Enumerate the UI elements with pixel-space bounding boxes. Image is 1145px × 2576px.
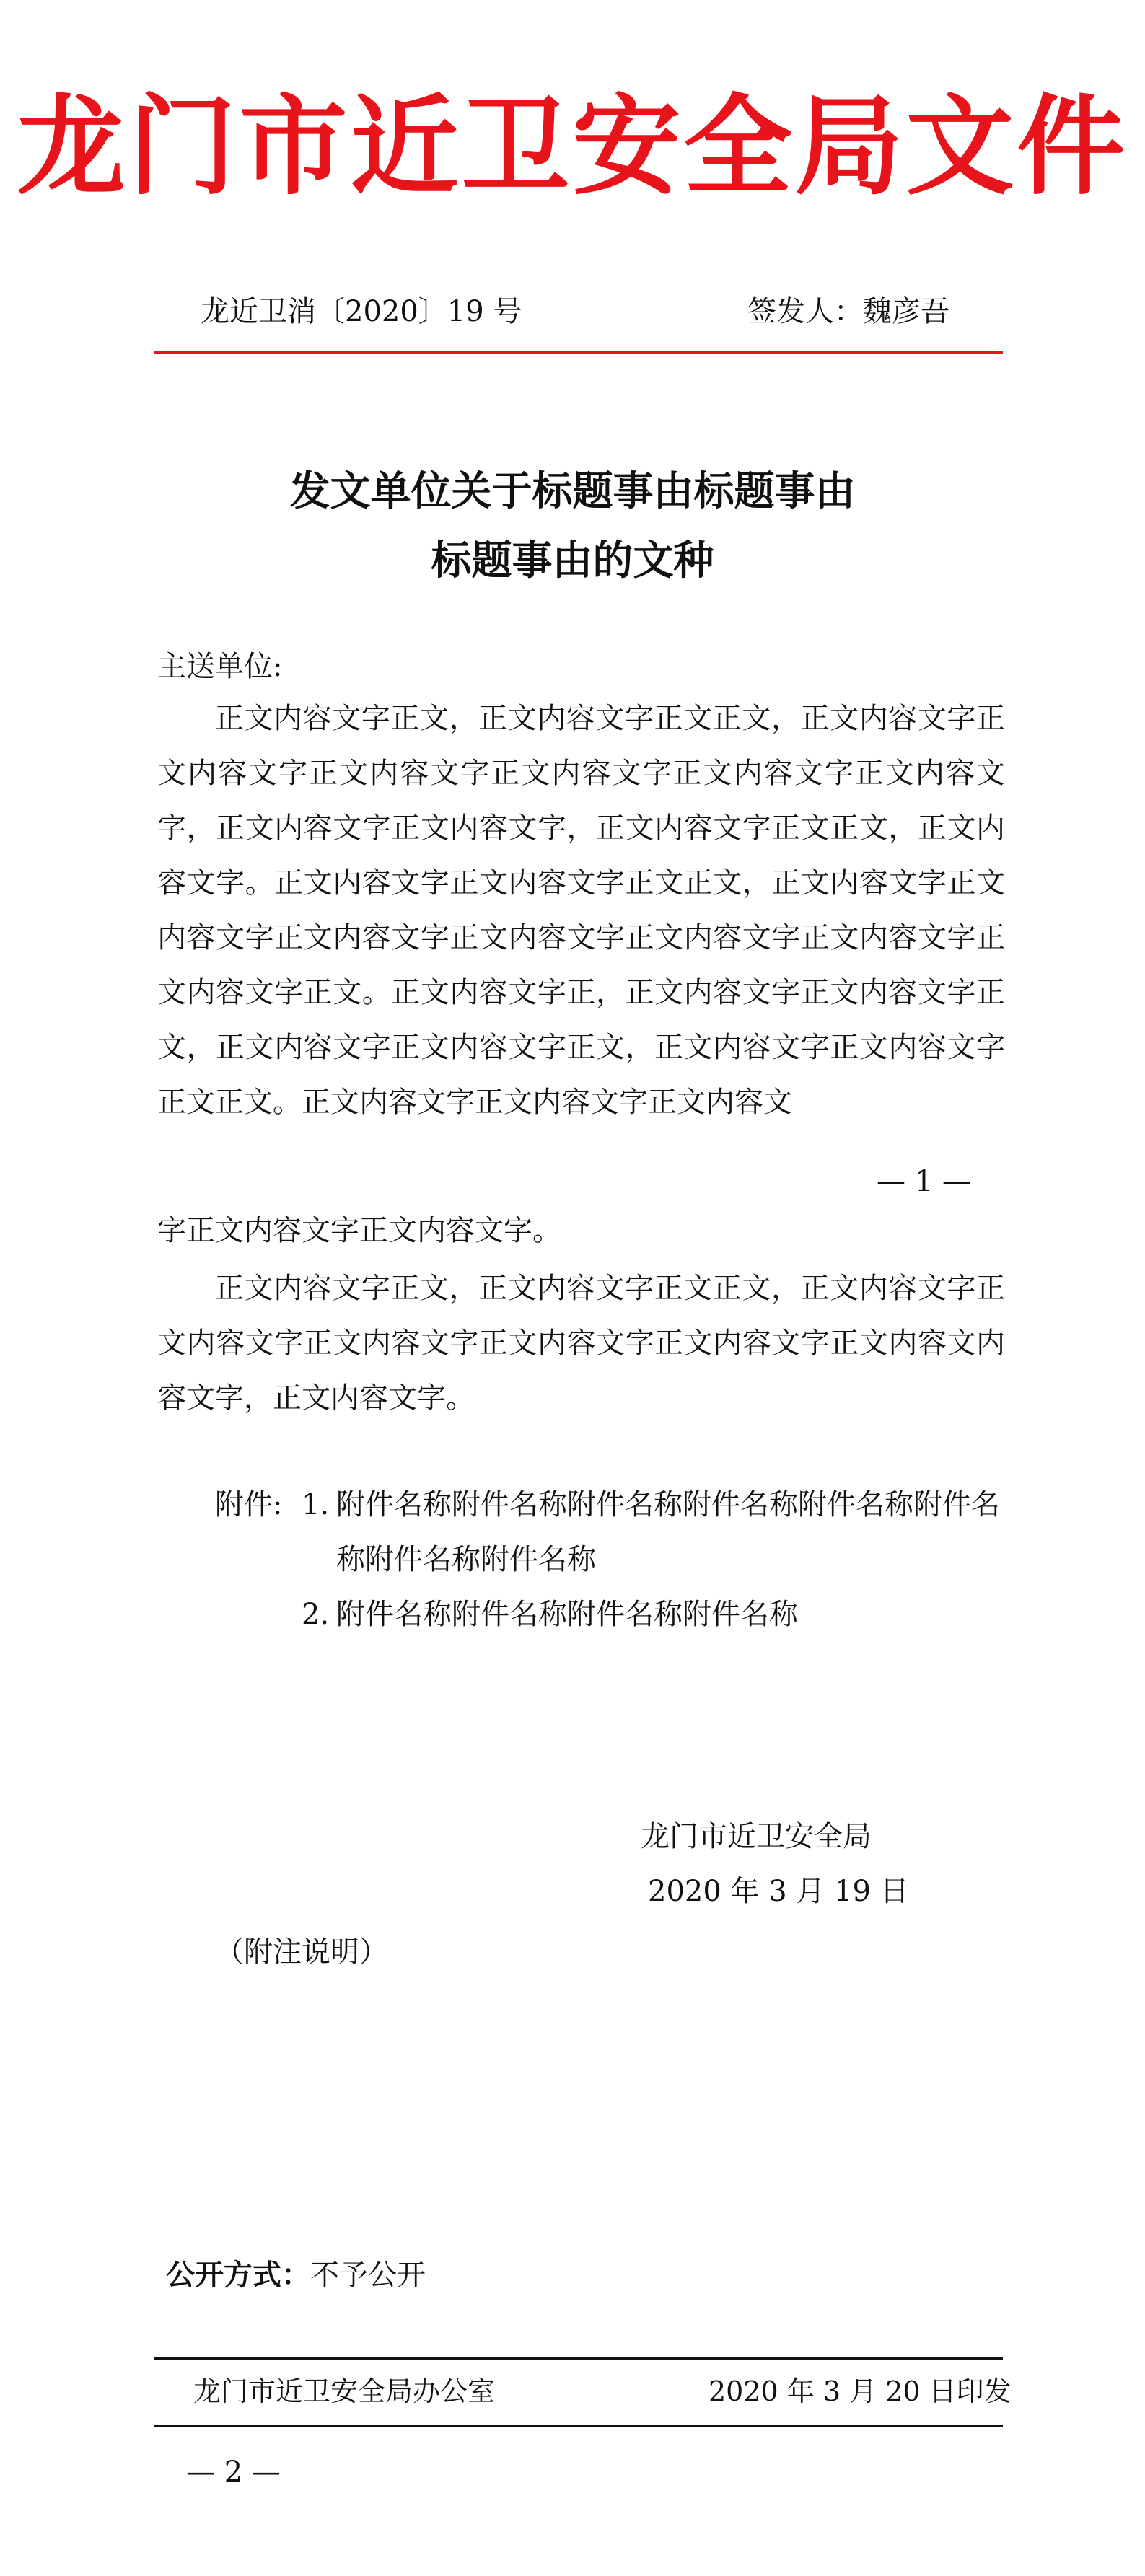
attachment-item [302, 1477, 1009, 1587]
footer-bottom-rule [154, 2425, 1003, 2427]
title-line-2: 标题事由的文种 [431, 537, 714, 584]
printing-date: 2020 年 3 月 20 日印发 [709, 2375, 1012, 2407]
attachment-name: 附件名称附件名称附件名称附件名称附件名称附件名称附件名称附件名称 [336, 1488, 1000, 1576]
attachment-number: 2. [302, 1598, 330, 1631]
issue-date: 2020 年 3 月 19 日 [648, 1875, 909, 1908]
body-paragraph-1: 正文内容文字正文，正文内容文字正文正文，正文内容文字正文内容文字正文内容文字正文内容文字正文内容文字正文内容文字，正文内容文字正文内容文字，正文内容文字正文正文，正文内容文字。正文内容文字正文内容文字正文正文，正文内容文字正文内容文字正文内容文字正文内容文字正文内容文字正文内容文字正文内容文字正文。正文内容文字正，正文内容文字正文内容文字正文，正文内容文字正文内容文字正文，正文内容文字正文内容文字正文正文。正文内容文字正文内容文字正文内容文 [157, 702, 1005, 1119]
footer-top-rule [154, 2357, 1003, 2360]
attachment-number: 1. [302, 1488, 330, 1521]
publicity-value: 不予公开 [310, 2259, 426, 2292]
document-title [0, 457, 1145, 595]
attachment-name: 附件名称附件名称附件名称附件名称 [336, 1598, 798, 1631]
annotation-note: （附注说明） [215, 1935, 388, 1969]
body-paragraph-2: 正文内容文字正文，正文内容文字正文正文，正文内容文字正文内容文字正文内容文字正文内容文字正文内容文字正文内容文内容文字，正文内容文字。 [157, 1272, 1005, 1415]
attachments-label: 附件: [215, 1488, 283, 1521]
attachment-item [302, 1587, 1009, 1642]
publicity-status [166, 2254, 426, 2297]
document-number: 龙近卫消〔2020〕19 号 [201, 295, 522, 328]
title-line-1: 发文单位关于标题事由标题事由 [289, 467, 856, 515]
red-separator-line [154, 351, 1003, 354]
recipient: 主送单位: [157, 650, 283, 683]
signer: 签发人：魏彦吾 [747, 295, 949, 328]
body-paragraph-1-continued: 字正文内容文字正文内容文字。 [157, 1214, 561, 1247]
publicity-label: 公开方式： [166, 2259, 310, 2292]
page-number-1: — 1 — [877, 1165, 971, 1198]
attachments-list [302, 1477, 1009, 1642]
printing-office: 龙门市近卫安全局办公室 [193, 2375, 496, 2407]
issuing-authority: 龙门市近卫安全局 [641, 1820, 872, 1853]
document-banner: 龙门市近卫安全局文件 [17, 83, 1128, 210]
page-number-2: — 2 — [186, 2456, 281, 2489]
